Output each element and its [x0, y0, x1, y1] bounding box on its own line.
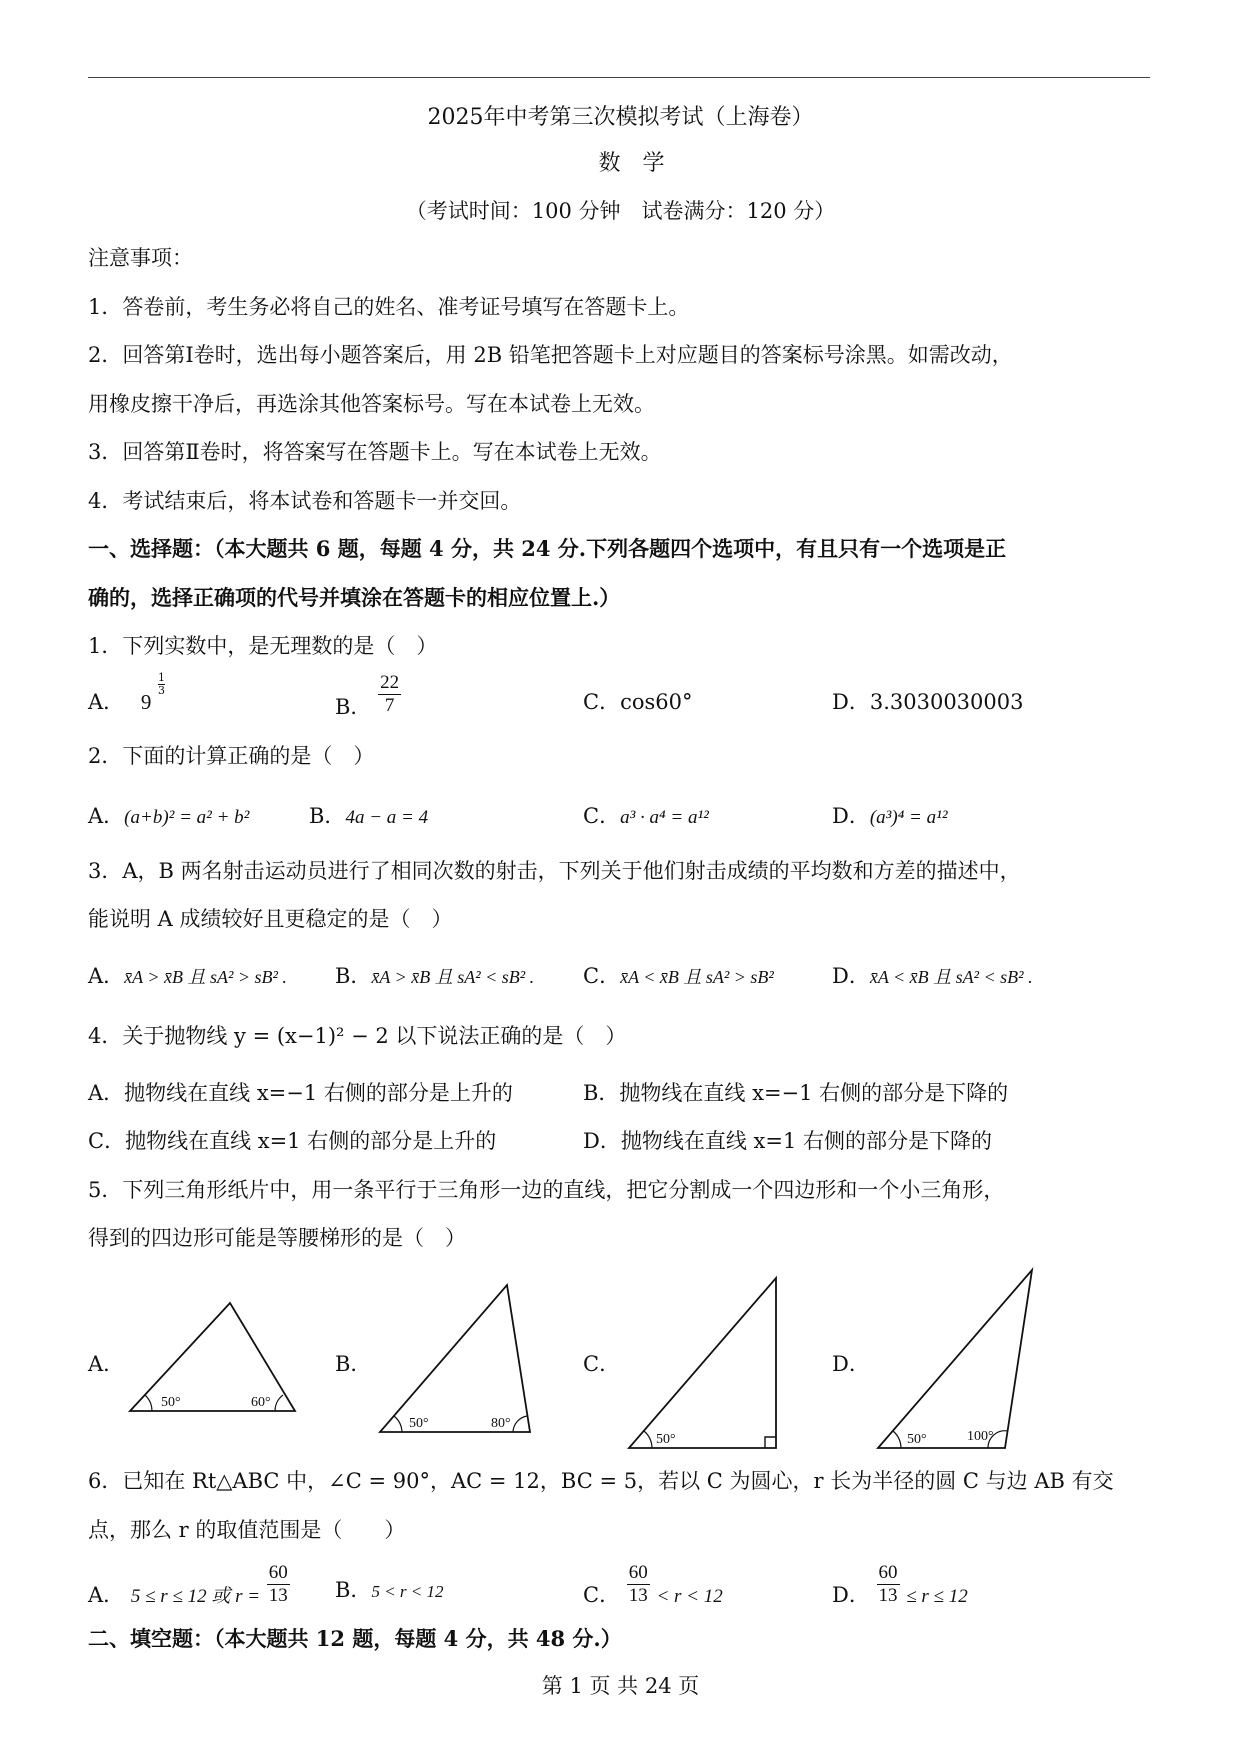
q5-a-angle2: 60° — [251, 1395, 271, 1410]
q6-b-text: 5 < r < 12 — [371, 1582, 444, 1601]
q6-stem-line2: 点，那么 r 的取值范围是（ ） — [88, 1518, 406, 1542]
note-item-1: 1．答卷前，考生务必将自己的姓名、准考证号填写在答题卡上。 — [88, 295, 690, 319]
q6-d-label: D． — [832, 1583, 870, 1607]
q3-option-d — [832, 960, 1033, 990]
note-item-4: 4．考试结束后，将本试卷和答题卡一并交回。 — [88, 489, 522, 513]
q5-d-angle2: 100° — [967, 1429, 994, 1444]
q1-b-denominator: 7 — [384, 695, 395, 716]
q4-option-c: C．抛物线在直线 x=1 右侧的部分是上升的 — [88, 1129, 497, 1153]
q2-b-label: B． — [309, 804, 346, 828]
q3-a-text: x̄A > x̄B 且 sA² > sB² . — [124, 967, 287, 987]
q5-c-label: C． — [583, 1352, 621, 1376]
q5-stem-line2: 得到的四边形可能是等腰梯形的是（ ） — [88, 1226, 466, 1250]
q6-c-denominator: 13 — [628, 1585, 648, 1606]
q6-stem-line1: 6．已知在 Rt△ABC 中，∠C = 90°，AC = 12，BC = 5，若以 C 为圆心，r 长为半径的圆 C 与边 AB 有交 — [88, 1469, 1114, 1493]
notes-heading: 注意事项： — [88, 246, 193, 270]
note-item-3: 3．回答第Ⅱ卷时，将答案写在答题卡上。写在本试卷上无效。 — [88, 440, 662, 464]
top-rule — [88, 77, 1150, 78]
q2-b-text: 4a − a = 4 — [345, 807, 429, 828]
q6-c-text: < r < 12 — [656, 1586, 723, 1607]
q2-stem: 2．下面的计算正确的是（ ） — [88, 744, 375, 768]
q1-a-base: 9 — [140, 690, 152, 714]
q2-option-a — [88, 800, 249, 830]
q1-stem: 1．下列实数中，是无理数的是（ ） — [88, 634, 438, 658]
q1-a-label: A． — [88, 690, 125, 714]
q3-c-label: C． — [583, 964, 621, 988]
section1-heading-cont: 确的，选择正确项的代号并填涂在答题卡的相应位置上.） — [88, 585, 621, 610]
q6-a-text: 5 ≤ r ≤ 12 或 r = — [130, 1586, 261, 1607]
q6-option-b — [335, 1574, 444, 1604]
q6-a-denominator: 13 — [268, 1585, 288, 1606]
exam-title: 2025年中考第三次模拟考试（上海卷） — [427, 105, 814, 130]
q1-a-exp-numerator: 1 — [158, 671, 166, 684]
q5-d-label: D． — [832, 1352, 870, 1376]
q3-option-b — [335, 960, 534, 990]
q5-a-angle1: 50° — [161, 1395, 181, 1410]
q2-d-text: (a³)⁴ = a¹² — [869, 807, 948, 828]
q6-b-label: B． — [335, 1578, 372, 1602]
q2-d-label: D． — [832, 804, 870, 828]
page-footer: 第 1 页 共 24 页 — [541, 1674, 700, 1698]
q1-a-exp-denominator: 3 — [158, 684, 166, 697]
q1-option-a — [88, 671, 166, 716]
q5-c-angle1: 50° — [656, 1432, 676, 1447]
q1-b-numerator: 22 — [380, 672, 400, 693]
q5-triangle-b — [377, 1280, 537, 1441]
q2-a-label: A． — [88, 804, 125, 828]
q1-d-label: D． — [832, 690, 870, 714]
q2-option-c — [583, 800, 709, 830]
q6-option-c — [583, 1560, 723, 1605]
q3-d-label: D． — [832, 964, 870, 988]
q5-b-angle1: 50° — [409, 1416, 429, 1431]
q3-option-c — [583, 960, 774, 990]
q2-c-label: C． — [583, 804, 621, 828]
q1-option-b — [335, 672, 401, 717]
note-item-2-cont: 用橡皮擦干净后，再选涂其他答案标号。写在本试卷上无效。 — [88, 392, 655, 416]
q4-option-a: A．抛物线在直线 x=−1 右侧的部分是上升的 — [88, 1081, 513, 1105]
q6-a-label: A． — [88, 1583, 125, 1607]
q1-option-d — [832, 686, 1024, 716]
q5-triangle-a — [125, 1298, 300, 1420]
q6-d-numerator: 60 — [878, 1562, 898, 1583]
q2-c-text: a³ · a⁴ = a¹² — [620, 807, 709, 828]
q6-d-denominator: 13 — [878, 1585, 898, 1606]
note-item-2: 2．回答第Ⅰ卷时，选出每小题答案后，用 2B 铅笔把答题卡上对应题目的答案标号涂黑。如需改动， — [88, 343, 1013, 367]
q3-c-text: x̄A < x̄B 且 sA² > sB² — [620, 967, 774, 987]
q5-a-label: A． — [88, 1352, 125, 1376]
q1-c-text: cos60° — [620, 690, 693, 714]
section2-heading: 二、填空题：（本大题共 12 题，每题 4 分，共 48 分.） — [88, 1626, 622, 1651]
q6-c-numerator: 60 — [628, 1562, 648, 1583]
q4-option-d: D．抛物线在直线 x=1 右侧的部分是下降的 — [583, 1129, 992, 1153]
q3-stem-line1: 3．A，B 两名射击运动员进行了相同次数的射击，下列关于他们射击成绩的平均数和方差的描述中， — [88, 859, 1021, 883]
q5-stem-line1: 5．下列三角形纸片中，用一条平行于三角形一边的直线，把它分割成一个四边形和一个小三角形， — [88, 1178, 1005, 1202]
q4-stem: 4．关于抛物线 y = (x−1)² − 2 以下说法正确的是（ ） — [88, 1024, 627, 1048]
q2-a-text: (a+b)² = a² + b² — [124, 807, 250, 828]
q6-c-fraction — [627, 1562, 650, 1607]
q2-option-d — [832, 800, 948, 830]
q1-b-fraction — [378, 672, 401, 717]
q6-option-a — [88, 1560, 290, 1605]
q1-option-c — [583, 686, 692, 716]
q3-b-text: x̄A > x̄B 且 sA² < sB² . — [371, 967, 535, 987]
exam-info: （考试时间：100 分钟 试卷满分：120 分） — [405, 199, 836, 223]
q1-a-exponent — [158, 672, 165, 697]
q5-b-label: B． — [335, 1352, 372, 1376]
q2-option-b — [309, 800, 428, 830]
q6-d-fraction — [877, 1562, 900, 1607]
q1-d-text: 3.3030030003 — [869, 690, 1024, 714]
q5-d-angle1: 50° — [907, 1432, 927, 1447]
q3-a-label: A． — [88, 964, 125, 988]
q6-a-fraction — [267, 1562, 290, 1607]
q5-triangle-d — [875, 1265, 1035, 1457]
q6-option-d — [832, 1560, 968, 1605]
q3-b-label: B． — [335, 964, 372, 988]
q3-option-a — [88, 960, 287, 990]
section1-heading: 一、选择题：（本大题共 6 题，每题 4 分，共 24 分.下列各题四个选项中，有且只有一个选项是正 — [88, 536, 1007, 561]
q3-d-text: x̄A < x̄B 且 sA² < sB² . — [869, 967, 1033, 987]
q4-option-b: B．抛物线在直线 x=−1 右侧的部分是下降的 — [583, 1081, 1009, 1105]
q6-d-text: ≤ r ≤ 12 — [906, 1586, 968, 1607]
q1-b-label: B． — [335, 695, 372, 719]
q3-stem-line2: 能说明 A 成绩较好且更稳定的是（ ） — [88, 907, 453, 931]
q6-c-label: C． — [583, 1583, 621, 1607]
q1-c-label: C． — [583, 690, 621, 714]
q5-b-angle2: 80° — [491, 1416, 511, 1431]
q6-a-numerator: 60 — [268, 1562, 288, 1583]
q5-triangle-c — [626, 1273, 781, 1457]
subject-title: 数学 — [598, 151, 687, 176]
